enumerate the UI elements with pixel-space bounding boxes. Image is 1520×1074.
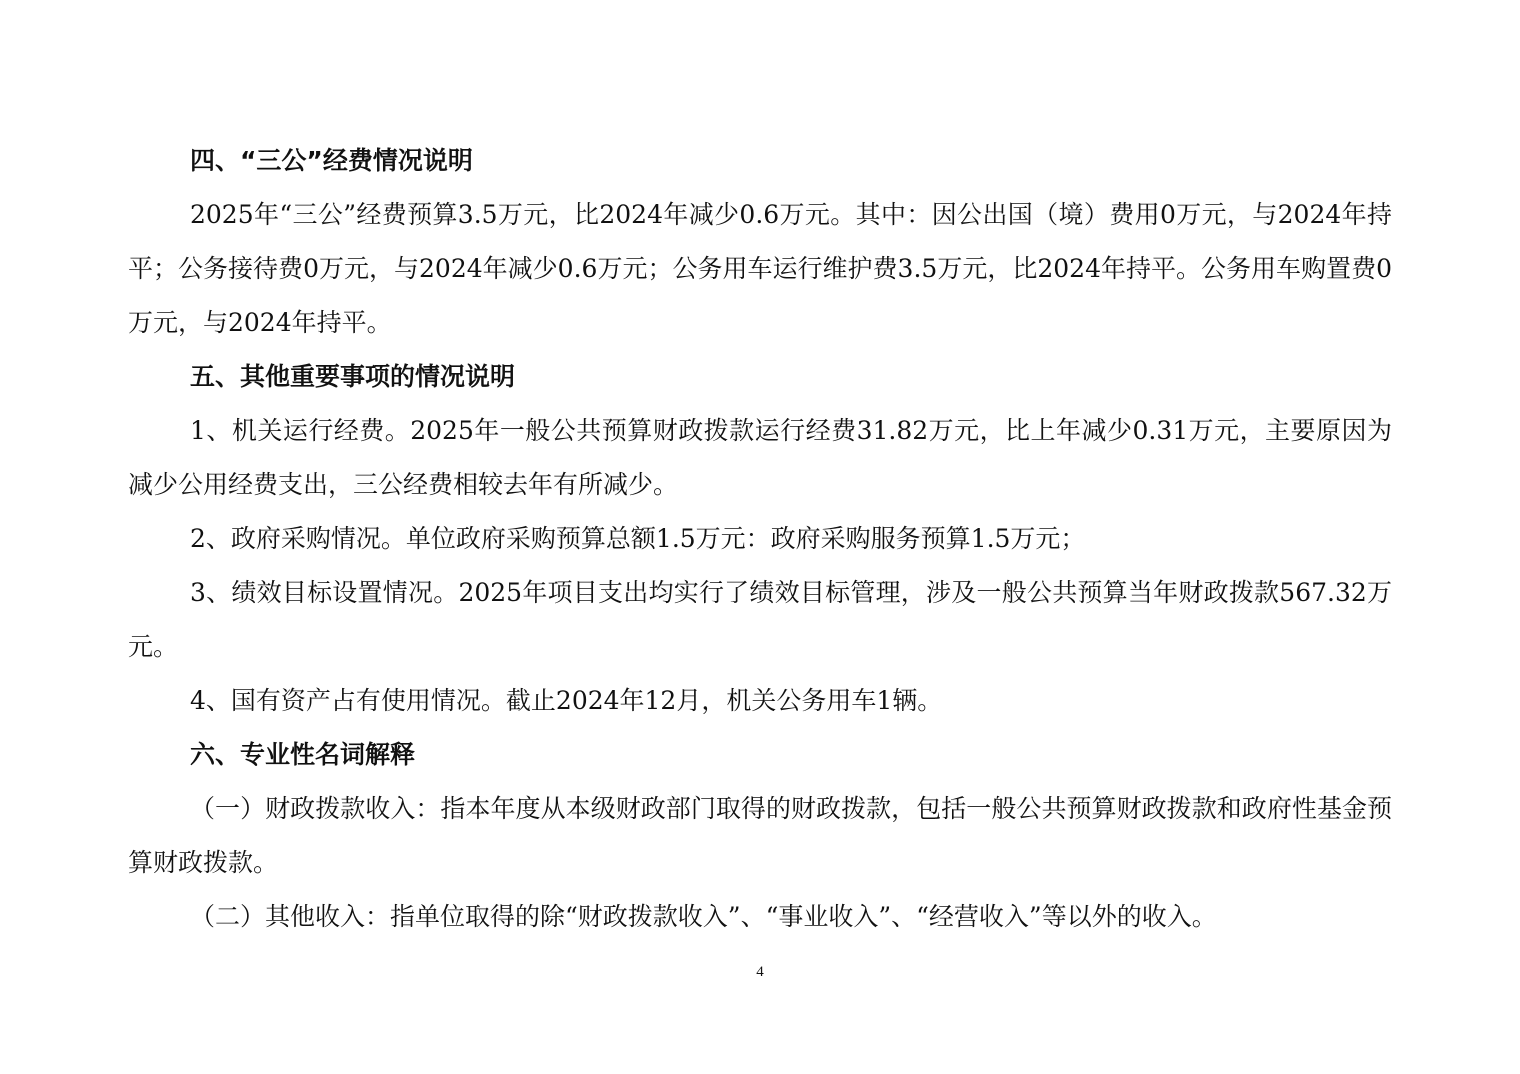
section-heading-five: 五、其他重要事项的情况说明	[190, 362, 516, 391]
page-number: 4	[756, 964, 764, 980]
paragraph-fiscal-appropriation-income: （一）财政拨款收入：指本年度从本级财政部门取得的财政拨款，包括一般公共预算财政拨款和政府性基金预算财政拨款。	[128, 794, 1392, 877]
paragraph-three-public-expenses: 2025年“三公”经费预算3.5万元，比2024年减少0.6万元。其中：因公出国（境）费用0万元，与2024年持平；公务接待费0万元，与2024年减少0.6万元；公务用车运行维护费3.5万元，比2024年持平。公务用车购置费0万元，与2024年持平。	[128, 200, 1392, 337]
paragraph-performance-targets: 3、绩效目标设置情况。2025年项目支出均实行了绩效目标管理，涉及一般公共预算当年财政拨款567.32万元。	[128, 578, 1392, 661]
paragraph-operating-expenses: 1、机关运行经费。2025年一般公共预算财政拨款运行经费31.82万元，比上年减少0.31万元，主要原因为减少公用经费支出，三公经费相较去年有所减少。	[128, 416, 1392, 499]
document-body	[128, 134, 1392, 944]
paragraph-state-assets: 4、国有资产占有使用情况。截止2024年12月，机关公务用车1辆。	[190, 686, 943, 715]
section-heading-four: 四、“三公”经费情况说明	[190, 146, 473, 175]
section-heading-six: 六、专业性名词解释	[190, 740, 416, 769]
paragraph-other-income: （二）其他收入：指单位取得的除“财政拨款收入”、“事业收入”、“经营收入”等以外的收入。	[190, 902, 1217, 931]
paragraph-government-procurement: 2、政府采购情况。单位政府采购预算总额1.5万元：政府采购服务预算1.5万元；	[190, 524, 1086, 553]
